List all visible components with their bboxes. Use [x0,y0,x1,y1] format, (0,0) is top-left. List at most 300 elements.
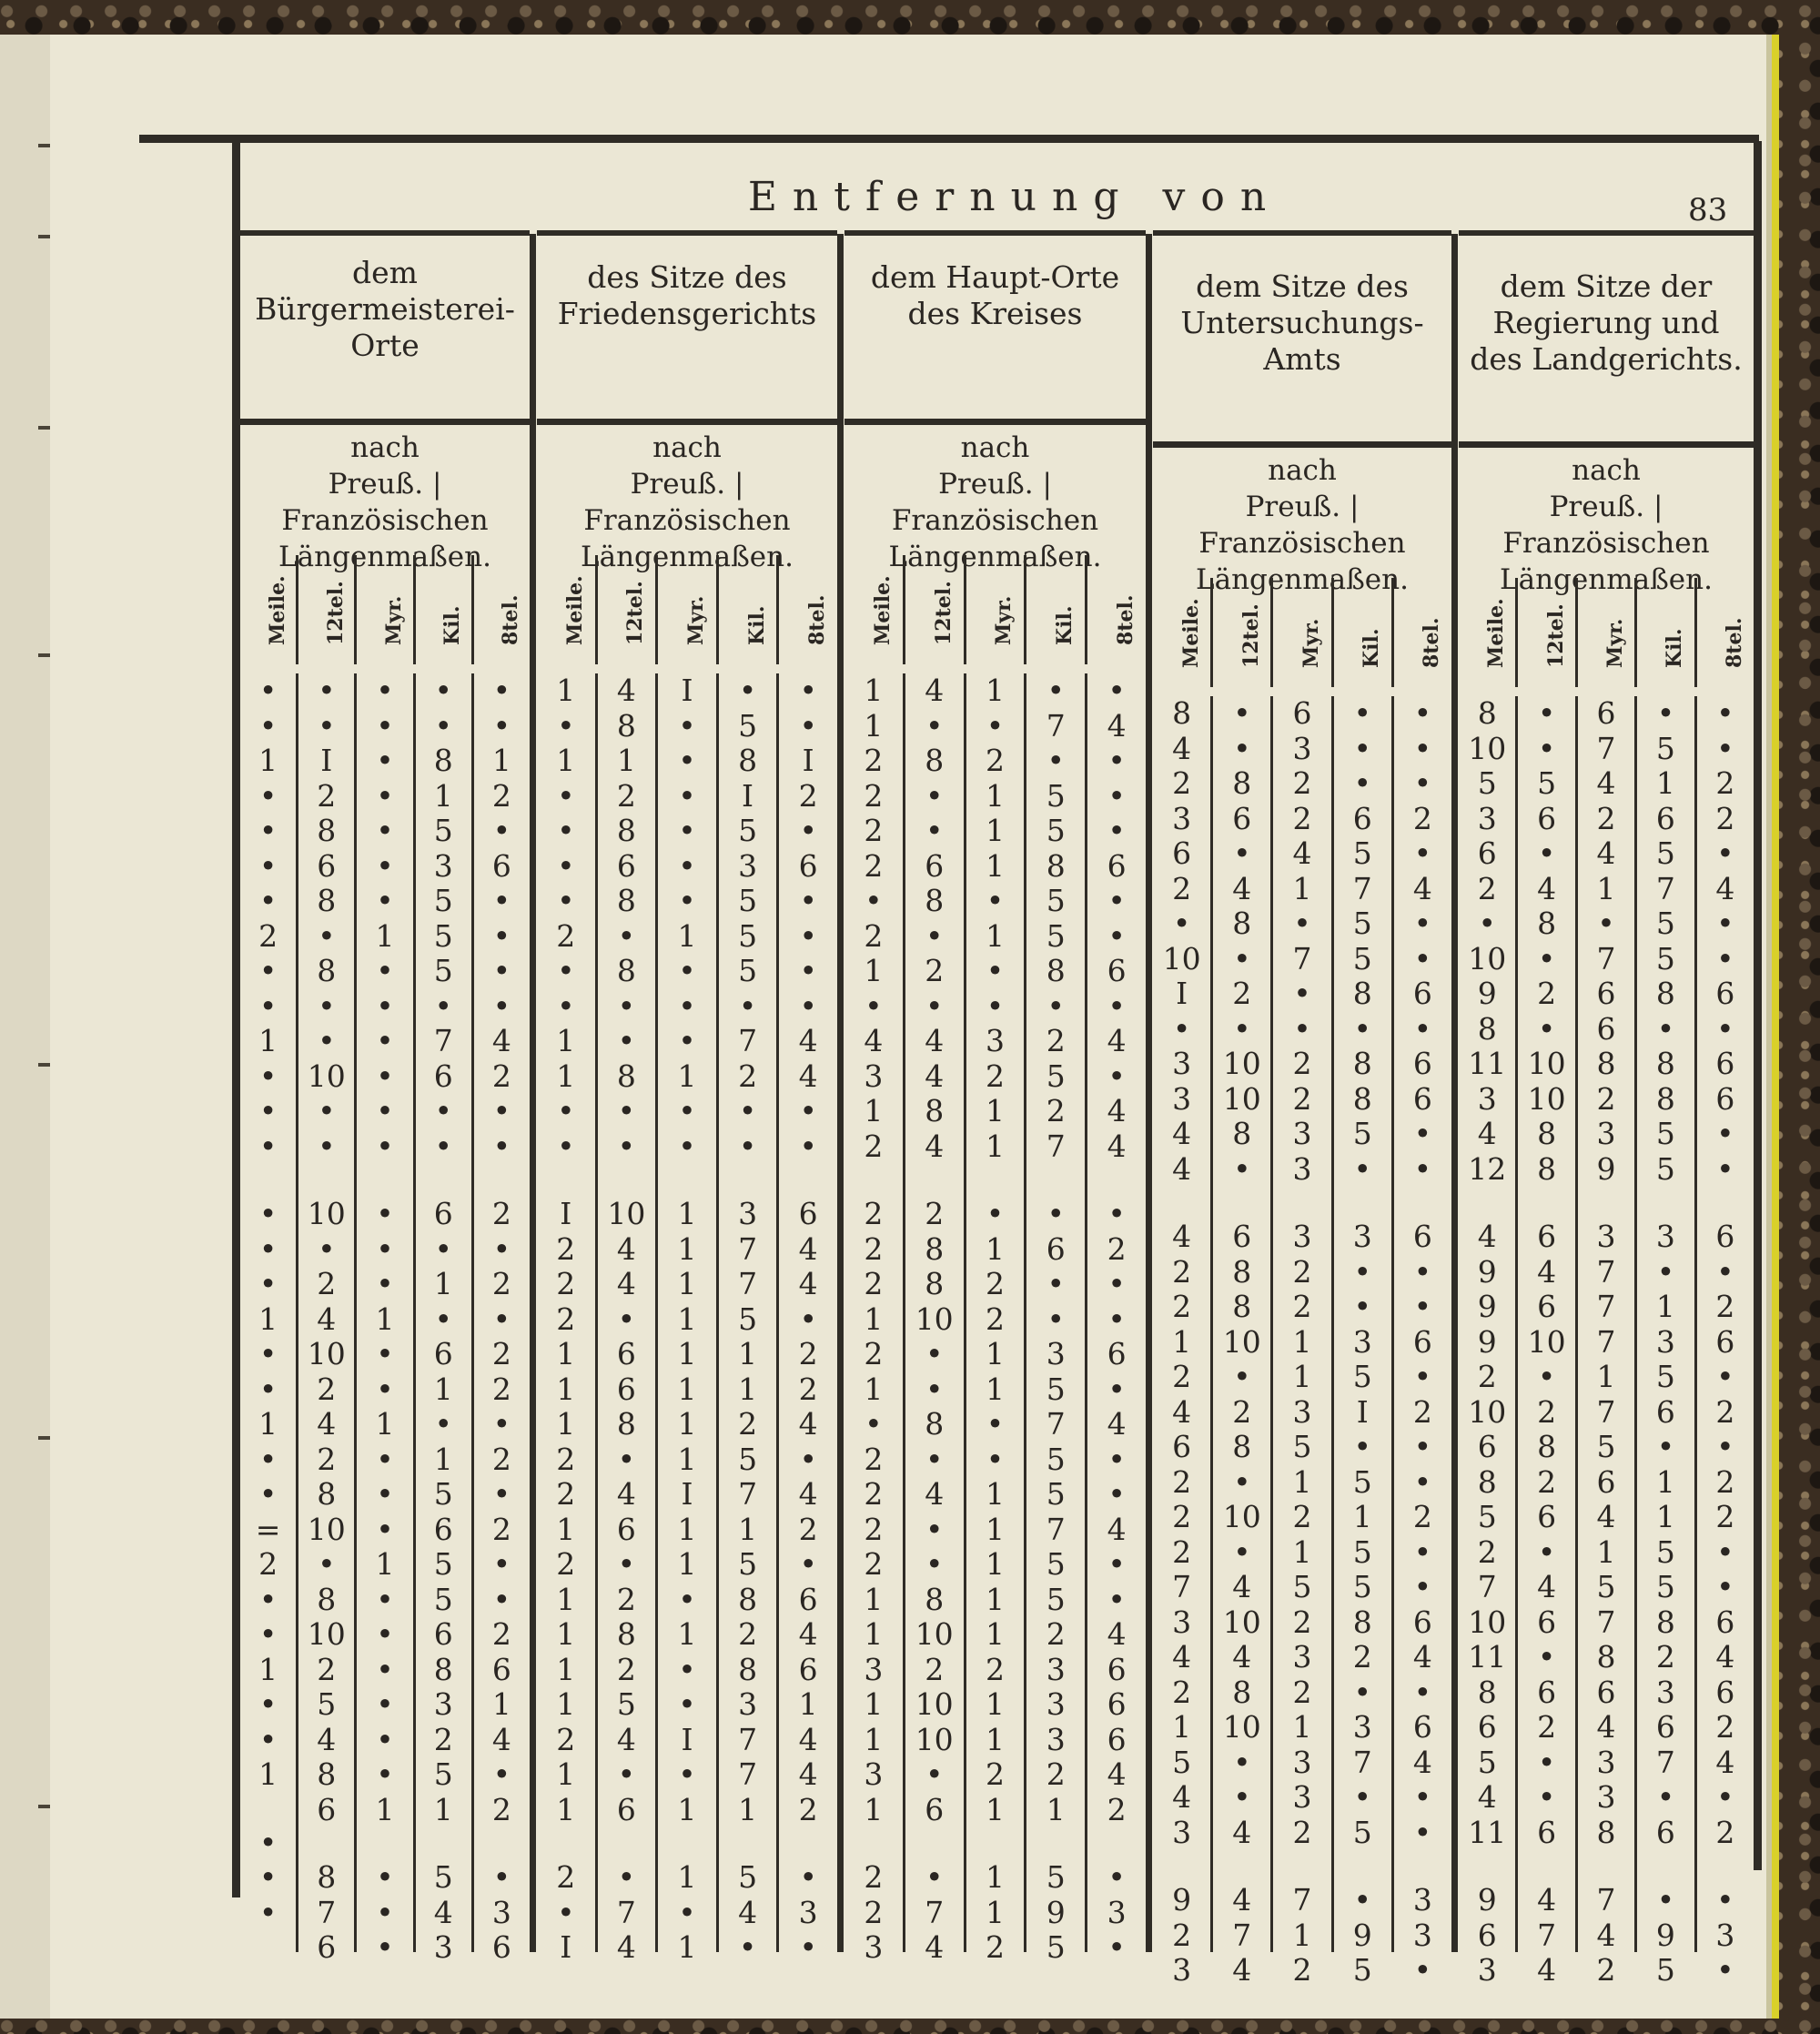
grid-cell: 2 [1292,1253,1312,1290]
grid-cell: 3 [864,1929,884,1965]
grid-cell: 8 [925,1406,945,1442]
grid-cell: 1 [433,777,453,814]
grid-cell: 8 [1352,1604,1372,1640]
grid-cell: 2 [491,1791,511,1827]
grid-cell: 1 [556,743,576,778]
grid-cell: 4 [1172,1219,1192,1254]
grid-cell: 4 [1537,1253,1557,1290]
grid-cell: • [1233,1359,1251,1394]
grid-cell: • [258,1859,278,1895]
grid-cell: • [799,953,817,988]
section-rule [1459,230,1754,236]
column-header-label: Kil. [1663,628,1687,668]
group-gap [844,1164,903,1197]
grid-cell: 7 [738,1230,758,1267]
grid-cell: 6 [1715,1323,1735,1360]
grid-cell: 1 [985,1686,1005,1722]
grid-cell: 2 [1172,1359,1192,1394]
grid-cell: • [617,1546,636,1582]
grid-cell: 1 [556,673,576,708]
grid-cell: I [681,1476,693,1512]
grid-cell: 2 [491,1371,511,1407]
grid-cell: 2 [985,1651,1005,1687]
grid-cell: 1 [738,1791,758,1827]
grid-cell: • [318,917,336,954]
grid-cell: 2 [1715,1463,1735,1500]
grid-cell: 1 [864,673,884,708]
grid-cell: 8 [1537,906,1557,941]
grid-cell: 3 [864,1057,884,1094]
grid-cell: 2 [985,1929,1005,1965]
grid-cell: • [799,1300,817,1337]
column-header [1578,578,1637,687]
grid-cell: 6 [616,847,636,884]
grid-cell: • [258,1441,278,1477]
grid-cell: 2 [556,1441,576,1477]
grid-cell: • [1172,1010,1191,1047]
grid-cell: 8 [616,953,636,988]
grid-cell: • [1107,1266,1126,1301]
grid-cell: 6 [433,1196,453,1231]
grid-cell: 8 [1537,1116,1557,1151]
grid-cell: 2 [1292,1952,1312,1988]
grid-cell: 4 [1715,870,1735,906]
grid-cell: 1 [738,1371,758,1407]
grid-cell: 6 [1715,976,1735,1011]
grid-cell: • [799,1093,817,1128]
grid-cell: 7 [738,1721,758,1757]
grid-cell: 1 [985,1371,1005,1407]
grid-cell: 4 [798,1230,818,1267]
grid-cell: • [864,1406,883,1442]
grid-cell: • [1478,906,1496,941]
grid-cell: 4 [798,1406,818,1442]
grid-cell: 10 [1222,1323,1261,1360]
grid-cell: 5 [1596,1429,1616,1464]
grid-cell: 1 [864,1721,884,1757]
grid-cell: 6 [616,1511,636,1547]
grid-cell: • [258,1721,278,1757]
grid-cell: 2 [864,1128,884,1164]
column-header-label: 12tel. [931,581,956,645]
grid-cell: 2 [556,917,576,954]
grid-cell: 3 [1046,1721,1066,1757]
grid-cell: • [258,777,278,814]
grid-cell: 8 [1596,1639,1616,1675]
grid-column [1518,695,1577,1988]
grid-cell: 3 [1172,1604,1192,1640]
column-header [240,555,298,664]
left-rule [232,141,240,1897]
grid-cell: • [1537,835,1556,871]
grid-cell: 2 [1412,800,1432,836]
grid-cell: 3 [433,1929,453,1965]
grid-cell: 8 [317,1581,337,1617]
section-title: dem Bürgermeisterei-Orte [255,255,515,363]
grid-cell: • [258,1196,278,1231]
column-header-label: Myr. [992,595,1016,645]
group-gap [905,1164,964,1197]
grid-column [357,673,415,1965]
grid-cell: 1 [556,1686,576,1722]
grid-cell: 3 [1172,1814,1192,1850]
grid-cell: 4 [616,1266,636,1301]
grid-cell: 9 [1477,1289,1497,1324]
grid-cell: • [1413,835,1432,871]
grid-cell: 2 [1655,1639,1675,1675]
grid-cell: 4 [616,673,636,708]
grid-cell: • [799,1546,817,1582]
grid-cell: • [434,707,452,744]
grid-cell: • [1537,1010,1556,1047]
grid-cell: 1 [1655,765,1675,801]
grid-cell: 1 [433,1441,453,1477]
grid-cell: 6 [1412,1323,1432,1360]
grid-cell: 8 [1537,1150,1557,1187]
grid-cell: • [376,1128,394,1164]
grid-cell: 8 [1232,1674,1252,1710]
group-gap [1459,1187,1515,1219]
grid-cell: 2 [798,777,818,814]
unit-caption [240,430,530,575]
unit-caption-line: nach [1572,454,1641,487]
group-gap [1334,1850,1391,1883]
grid-cell: • [678,1756,696,1792]
grid-cell: 1 [677,1546,697,1582]
grid-cell: 2 [864,1266,884,1301]
grid-cell: 2 [1232,1393,1252,1430]
grid-cell: • [1413,1674,1432,1710]
grid-cell: • [738,1128,757,1164]
grid-cell: 2 [1172,765,1192,801]
distance-grid [537,673,837,1965]
grid-cell: 4 [1596,1499,1616,1534]
grid-cell: 10 [1527,1080,1566,1117]
grid-cell: 2 [864,847,884,884]
grid-cell: 4 [491,1023,511,1058]
grid-cell: 8 [1596,1046,1616,1081]
grid-cell: 1 [677,1057,697,1094]
grid-cell: 10 [1527,1323,1566,1360]
grid-cell: • [1716,1952,1734,1988]
grid-cell: 2 [1477,870,1497,906]
grid-column [1697,695,1754,1988]
grid-cell: 3 [1292,1150,1312,1187]
grid-cell: 2 [1046,1616,1066,1652]
grid-cell: • [738,987,757,1024]
grid-cell: 3 [1172,1952,1192,1988]
grid-cell: 6 [1412,1080,1432,1117]
grid-cell: • [258,813,278,848]
grid-cell: 1 [1292,1323,1312,1360]
grid-cell: 6 [1655,1814,1675,1850]
grid-cell: • [1413,1150,1432,1187]
column-header-label: Kil. [744,605,769,645]
unit-caption [1459,452,1754,598]
grid-cell: 8 [1477,1463,1497,1500]
grid-cell: 3 [1292,1744,1312,1780]
column-header [905,555,966,664]
grid-cell: • [986,707,1005,744]
grid-cell: 6 [1537,1499,1557,1534]
grid-cell: 1 [616,743,636,778]
grid-cell: 6 [1046,1230,1066,1267]
grid-cell: 4 [925,1929,945,1965]
grid-cell: • [258,1128,278,1164]
grid-cell: • [376,1686,394,1722]
grid-cell: • [376,1859,394,1895]
grid-cell: 2 [1046,1093,1066,1128]
grid-cell: • [1716,695,1734,731]
grid-cell: 5 [1352,835,1372,871]
grid-cell: • [1046,673,1066,708]
grid-cell: 10 [915,1616,954,1652]
grid-cell: 4 [1172,1150,1192,1187]
group-gap [416,1827,471,1860]
grid-cell: • [1233,1463,1251,1500]
grid-cell: 5 [1046,917,1066,954]
grid-cell: • [376,1616,394,1652]
grid-cell: • [925,1511,944,1547]
grid-cell: • [434,1406,452,1442]
grid-cell: 3 [433,847,453,884]
grid-cell: 5 [1477,765,1497,801]
grid-cell: 1 [1172,1709,1192,1745]
grid-cell: • [1656,1010,1675,1047]
grid-cell: 2 [864,1546,884,1582]
grid-cell: 5 [1352,1569,1372,1604]
grid-cell: 2 [925,1196,945,1231]
grid-cell: 6 [433,1511,453,1547]
grid-cell: 2 [1292,1080,1312,1117]
grid-cell: 7 [1655,1744,1675,1780]
grid-cell: 4 [317,1300,337,1337]
section-divider [1146,234,1152,1952]
grid-cell: 5 [1655,1116,1675,1151]
grid-cell: 4 [798,1756,818,1792]
grid-cell: 3 [1655,1219,1675,1254]
grid-cell: 6 [1715,1604,1735,1640]
grid-cell: 7 [1352,1744,1372,1780]
grid-cell: 8 [317,1476,337,1512]
grid-column [1213,695,1273,1988]
grid-cell: • [376,1929,394,1965]
grid-cell: 10 [1222,1709,1261,1745]
grid-cell: • [1293,976,1311,1011]
grid-cell: • [1413,1463,1432,1500]
grid-cell: • [1233,1779,1251,1815]
grid-cell: • [925,1336,944,1371]
grid-cell: • [376,883,394,918]
grid-cell: • [376,1057,394,1094]
column-header-label: 8tel. [1722,617,1746,668]
unit-caption [844,430,1146,575]
grid-cell: • [258,883,278,918]
unit-caption-line: Längenmaßen. [1500,563,1713,596]
grid-column [719,673,780,1965]
grid-cell: • [1656,1253,1675,1290]
grid-cell: • [434,987,452,1024]
grid-cell: 3 [1046,1686,1066,1722]
grid-cell: 1 [556,1023,576,1058]
grid-cell: 3 [738,847,758,884]
grid-cell: • [799,1441,817,1477]
section-rule [537,230,837,236]
grid-cell: 3 [1655,1323,1675,1360]
grid-cell: • [1107,987,1126,1024]
grid-column [844,673,905,1965]
grid-cell: • [1716,1882,1734,1918]
column-header [1026,555,1087,664]
column-header [416,555,474,664]
unit-caption-line: Preuß. | Französischen [891,468,1099,537]
column-header [1697,578,1754,687]
grid-cell: 8 [616,1057,636,1094]
grid-cell: 5 [1655,1533,1675,1570]
grid-cell: • [1413,1533,1432,1570]
column-header [658,555,719,664]
grid-cell: 7 [616,1894,636,1930]
grid-cell: 7 [1046,1511,1066,1547]
grid-cell: 1 [985,1128,1005,1164]
grid-cell: 8 [1537,1429,1557,1464]
grid-cell: 3 [1412,1882,1432,1918]
grid-cell: • [1172,906,1191,941]
group-gap [357,1164,412,1197]
section-title: dem Sitze des Untersuchungs-Amts [1180,268,1424,377]
grid-cell: 4 [317,1406,337,1442]
group-gap [1213,1850,1270,1883]
grid-cell: 10 [1162,940,1201,977]
grid-cell: 8 [616,813,636,848]
column-header-label: Myr. [683,595,708,645]
grid-cell: 6 [433,1336,453,1371]
grid-cell: 1 [556,1581,576,1617]
grid-cell: • [1107,1546,1126,1582]
grid-cell: 5 [1655,940,1675,977]
grid-cell: 4 [1172,1639,1192,1675]
grid-cell: • [376,987,394,1024]
grid-cell: 3 [1596,1116,1616,1151]
grid-cell: • [1353,1010,1371,1047]
grid-cell: 1 [677,1336,697,1371]
grid-cell: 7 [1596,1253,1616,1290]
grid-cell: 1 [677,1441,697,1477]
grid-cell: 1 [677,1196,697,1231]
grid-cell: 4 [1537,1882,1557,1918]
grid-cell: 4 [1412,1744,1432,1780]
grid-cell: • [1413,940,1432,977]
grid-cell: • [799,1929,817,1965]
grid-cell: • [434,1093,452,1128]
grid-cell: 2 [738,1057,758,1094]
grid-cell: • [678,1894,696,1930]
grid-cell: • [799,1859,817,1895]
grid-cell: 3 [1292,1219,1312,1254]
title-rule [1153,441,1451,448]
grid-cell: • [925,917,944,954]
grid-cell: 1 [375,917,395,954]
grid-cell: • [678,953,696,988]
grid-cell: 1 [1596,870,1616,906]
grid-cell: 5 [1046,1546,1066,1582]
grid-cell: 5 [1655,1359,1675,1394]
grid-cell: • [258,1093,278,1128]
column-header-label: Meile. [265,575,289,645]
grid-cell: 2 [1537,1709,1557,1745]
grid-cell: • [318,673,336,708]
grid-cell: 8 [616,707,636,744]
page-heading: Entfernung von [747,174,1282,220]
distance-section [1459,205,1754,1988]
grid-cell: 3 [1172,1080,1192,1117]
grid-cell: 6 [1715,1046,1735,1081]
grid-cell: 2 [616,1581,636,1617]
grid-cell: 1 [677,1616,697,1652]
grid-cell: 2 [317,1371,337,1407]
grid-cell: • [557,813,575,848]
grid-column [1087,673,1146,1965]
grid-cell: • [678,883,696,918]
grid-cell: 11 [1468,1639,1507,1675]
distance-grid [240,673,530,1965]
grid-cell: 5 [1046,1476,1066,1512]
group-gap [779,1164,837,1197]
grid-cell: 1 [1655,1463,1675,1500]
grid-cell: • [434,673,452,708]
group-gap [966,1164,1025,1197]
grid-cell: 1 [985,1581,1005,1617]
unit-caption-line: Längenmaßen. [1196,563,1409,596]
grid-cell: 5 [317,1686,337,1722]
grid-cell: • [318,1546,336,1582]
grid-cell: • [1537,695,1556,731]
grid-cell: 2 [1596,1952,1616,1988]
grid-cell: • [376,1894,394,1930]
grid-cell: 2 [1596,800,1616,836]
grid-cell: I [802,743,814,778]
grid-cell: 9 [1477,1323,1497,1360]
column-header [598,555,659,664]
grid-cell: 4 [1172,730,1192,766]
grid-cell: • [258,847,278,884]
section-divider [530,234,536,1952]
grid-cell: • [1413,1779,1432,1815]
unit-caption-line: nach [350,431,420,464]
grid-cell: 6 [1412,976,1432,1011]
grid-cell: 1 [375,1791,395,1827]
grid-cell: • [617,1128,636,1164]
grid-cell: • [492,1093,511,1128]
grid-cell: • [557,847,575,884]
grid-cell: 2 [864,1859,884,1895]
grid-cell: 4 [1172,1393,1192,1430]
grid-cell: 7 [433,1023,453,1058]
grid-cell: 8 [1655,976,1675,1011]
grid-cell: 6 [1596,1463,1616,1500]
column-headers [1459,578,1754,687]
grid-cell: 5 [1352,1952,1372,1988]
grid-cell: 3 [1292,1116,1312,1151]
grid-cell: 9 [1046,1894,1066,1930]
grid-cell: • [1233,835,1251,871]
book-page [50,35,1779,2019]
grid-cell: 2 [491,1057,511,1094]
grid-cell: • [376,707,394,744]
grid-cell: • [617,917,636,954]
grid-cell: • [678,1023,696,1058]
grid-cell: 10 [1222,1080,1261,1117]
